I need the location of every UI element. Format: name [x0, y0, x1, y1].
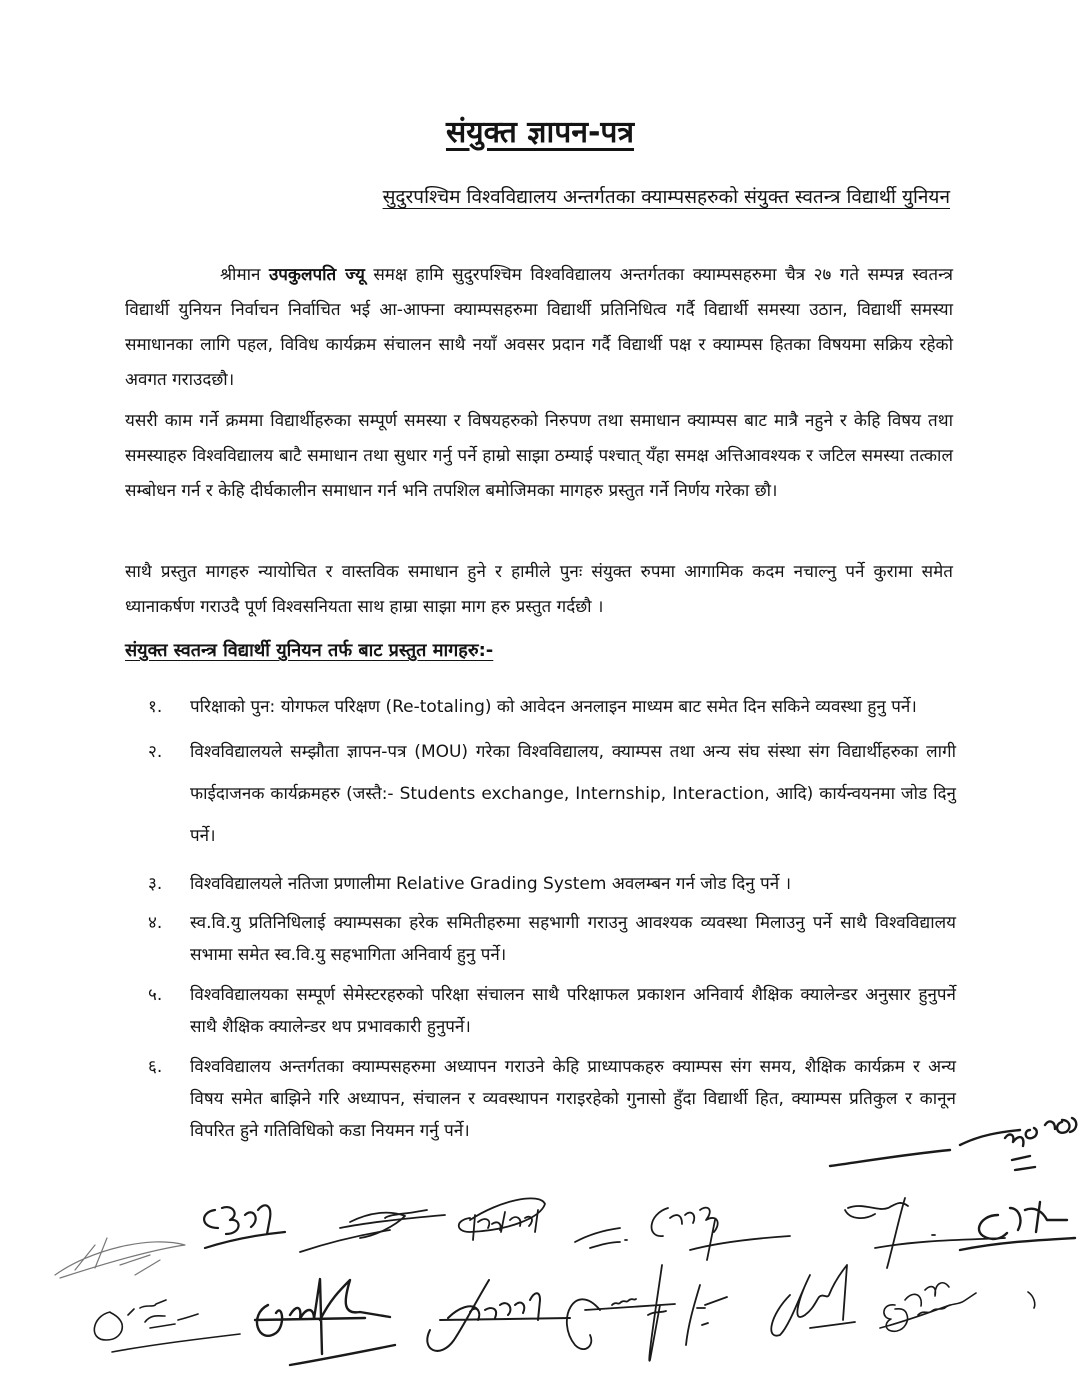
- demand-number: ५.: [148, 985, 163, 1005]
- demand-item: [148, 688, 956, 727]
- signature-8: [255, 1279, 395, 1365]
- demand-item: [148, 865, 956, 903]
- demand-number: ३.: [148, 874, 163, 894]
- demand-text: परिक्षाको पुन: योगफल परिक्षण (Re-totaling) को आवेदन अनलाइन माध्यम बाट समेत दिन सकिने व्यवस्था हुनु पर्ने।: [190, 697, 917, 717]
- demand-text: विश्वविद्यालयले नतिजा प्रणालीमा Relative Grading System अवलम्बन गर्न जोड दिनु पर्ने ।: [190, 874, 792, 894]
- demand-item: [148, 907, 956, 971]
- demand-text: स्व.वि.यु प्रतिनिधिलाई क्याम्पसका हरेक समितीहरुमा सहभागी गराउनु आवश्यक व्यवस्था मिलाउनु पर्ने साथै विश्वविद्यालय सभामा समेत स्व.वि.यु सहभागिता अनिवार्य हुनु पर्ने।: [190, 913, 956, 965]
- signature-7: [94, 1300, 240, 1352]
- signature-1: [55, 1238, 185, 1278]
- signatures-drawing: [0, 1100, 1080, 1375]
- salutation: श्रीमान: [220, 265, 269, 285]
- signature-4: [575, 1208, 790, 1260]
- signature-3: [300, 1210, 445, 1252]
- signature-2: [204, 1205, 285, 1248]
- signature-manoj: [830, 1118, 1076, 1170]
- intro-text: समक्ष हामि सुदुरपश्चिम विश्वविद्यालय अन्तर्गतका क्याम्पसहरुमा चैत्र २७ गते सम्पन्न स्वतन्त्र विद्यार्थी युनियन निर्वाचन निर्वाचित भई आ-आफ्ना क्याम्पसहरुमा विद्यार्थी प्रतिनिधित्व गर्दै विद्यार्थी समस्या उठान, विद्यार्थी समस्या समाधानका लागि पहल, विविध कार्यक्रम संचालन साथै नयाँ अवसर प्रदान गर्दै विद्यार्थी पक्ष र क्याम्पस हितका विषयमा सक्रिय रहेको अवगत गराउदछौ।: [125, 265, 953, 390]
- document-subtitle: सुदुरपश्चिम विश्वविद्यालय अन्तर्गतका क्याम्पसहरुको संयुक्त स्वतन्त्र विद्यार्थी युनियन: [382, 186, 950, 208]
- demand-text: विश्वविद्यालयका सम्पूर्ण सेमेस्टरहरुको परिक्षा संचालन साथै परिक्षाफल प्रकाशन अनिवार्य शैक्षिक क्यालेन्डर अनुसार हुनुपर्ने साथै शैक्षिक क्यालेन्डर थप प्रभावकारी हुनुपर्ने।: [190, 985, 956, 1037]
- demand-text: विश्वविद्यालयले सम्झौता ज्ञापन-पत्र (MOU) गरेका विश्वविद्यालय, क्याम्पस तथा अन्य संघ संस्था संग विद्यार्थीहरुका लागी फाईदाजनक कार्यक्रमहरु (जस्तै:- Students exchange, Internship, Interaction, आदि) कार्यन्वयनमा जोड दिनु पर्ने।: [190, 742, 956, 846]
- signature-11: [771, 1265, 855, 1336]
- signature-9: [427, 1280, 570, 1351]
- signature-prakash: [459, 1198, 545, 1240]
- demand-text: विश्वविद्यालय अन्तर्गतका क्याम्पसहरुमा अध्यापन गराउने केहि प्राध्यापकहरु क्याम्पस संग समय, शैक्षिक कार्यक्रम र अन्य विषय समेत बाझिने गरि अध्यापन, संचालन र व्यवस्थापन गराइरहेको गुनासो हुँदा विद्यार्थी हित, क्याम्पस प्रतिकुल र कानून विपरित हुने गतिविधिको कडा नियमन गर्नु पर्ने।: [190, 1057, 956, 1141]
- demand-number: २.: [148, 742, 163, 762]
- demand-item: [148, 731, 956, 857]
- demand-number: १.: [148, 697, 163, 717]
- signature-10: [567, 1265, 727, 1361]
- demands-list: [148, 688, 956, 1155]
- intro-paragraph: [125, 258, 953, 398]
- closing-paragraph: साथै प्रस्तुत मागहरु न्यायोचित र वास्तविक समाधान हुने र हामीले पुनः संयुक्त रुपमा आगामिक कदम नचाल्नु पर्ने कुरामा समेत ध्यानाकर्षण गराउदै पूर्ण विश्वसनियता साथ हाम्रा साझा माग हरु प्रस्तुत गर्दछौ ।: [125, 562, 953, 617]
- demand-item: [148, 979, 956, 1043]
- addressee: उपकुलपति ज्यू: [268, 265, 365, 285]
- demand-number: ६.: [148, 1057, 163, 1077]
- document-title: संयुक्त ज्ञापन-पत्र: [445, 115, 635, 150]
- demands-heading: संयुक्त स्वतन्त्र विद्यार्थी युनियन तर्फ बाट प्रस्तुत मागहरु:-: [125, 640, 494, 661]
- signature-block: [0, 1100, 1080, 1375]
- signature-6: [960, 1202, 1075, 1250]
- demand-number: ४.: [148, 913, 163, 933]
- signature-12: [880, 1283, 1035, 1331]
- context-paragraph: यसरी काम गर्ने क्रममा विद्यार्थीहरुका सम्पूर्ण समस्या र विषयहरुको निरुपण तथा समाधान क्याम्पस बाट मात्रै नहुने र केहि विषय तथा समस्याहरु विश्वविद्यालय बाटै समाधान तथा सुधार गर्नु पर्ने हाम्रो साझा ठम्याई पश्चात् यँहा समक्ष अत्तिआवश्यक र जटिल समस्या तत्काल सम्बोधन गर्न र केहि दीर्घकालीन समाधान गर्न भनि तपशिल बमोजिमका मागहरु प्रस्तुत गर्ने निर्णय गरेका छौ।: [125, 411, 953, 501]
